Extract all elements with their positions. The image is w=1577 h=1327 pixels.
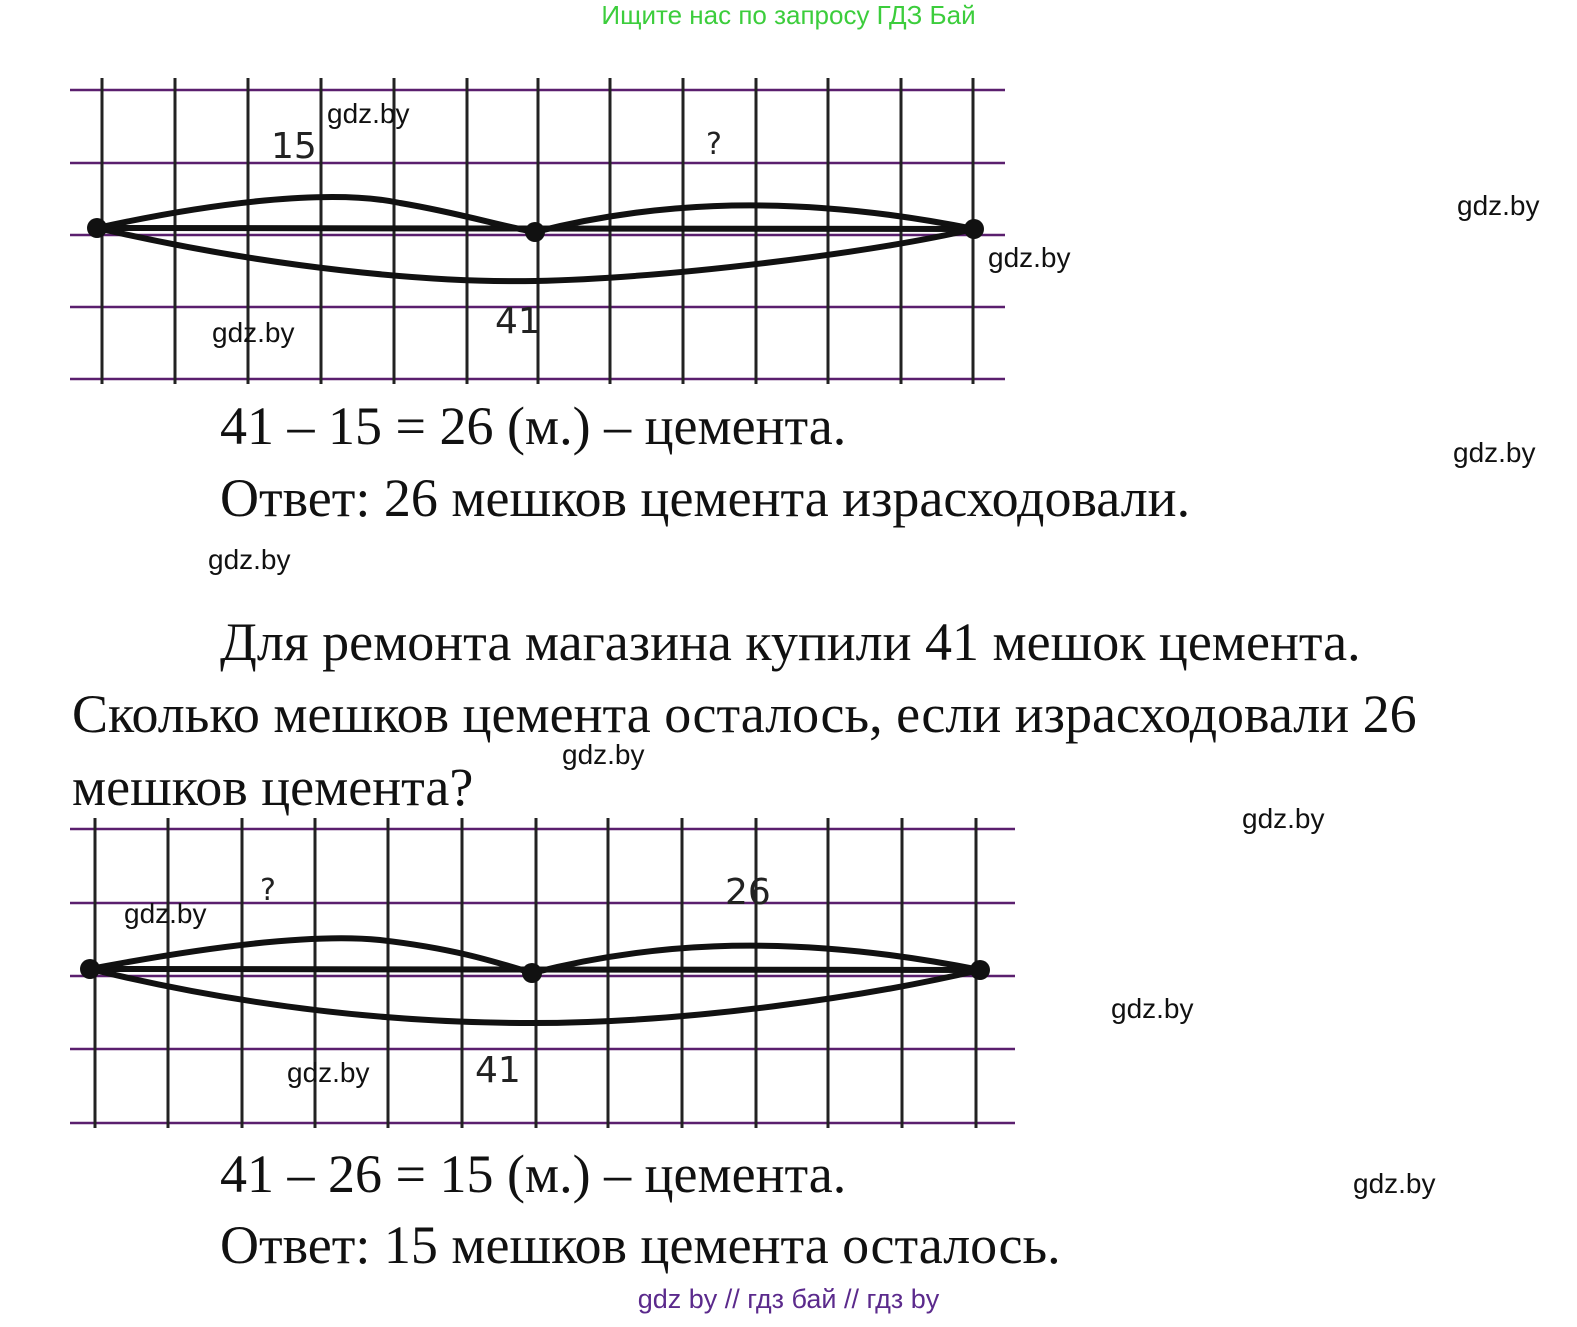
diagram1-label-bottom: 41: [495, 301, 541, 342]
watermark: gdz.by: [1242, 803, 1325, 834]
watermark: gdz.by: [327, 98, 410, 129]
grid-lines-2: [70, 829, 1015, 1123]
diagram2-label-bottom: 41: [475, 1050, 521, 1091]
point-start-2: [80, 959, 100, 979]
top-banner[interactable]: Ищите нас по запросу ГДЗ Бай: [601, 0, 976, 30]
watermark: gdz.by: [562, 739, 645, 770]
problem2-line3: мешков цемента?: [72, 757, 474, 817]
watermark: gdz.by: [988, 242, 1071, 273]
watermark: gdz.by: [287, 1057, 370, 1088]
solution2-equation: 41 – 26 = 15 (м.) – цемента.: [220, 1144, 847, 1204]
watermark: gdz.by: [1353, 1168, 1436, 1199]
diagram2-label-right: 26: [725, 872, 771, 913]
point-mid-1: [525, 222, 545, 242]
watermark: gdz.by: [124, 898, 207, 929]
watermark: gdz.by: [1457, 190, 1540, 221]
point-end-1: [964, 219, 984, 239]
watermark: gdz.by: [1111, 993, 1194, 1024]
point-start-1: [87, 218, 107, 238]
solution2-answer: Ответ: 15 мешков цемента осталось.: [220, 1215, 1061, 1275]
diagram2-label-left: ?: [260, 873, 276, 908]
diagram1-label-right: ?: [706, 127, 722, 162]
solution1-equation: 41 – 15 = 26 (м.) – цемента.: [220, 396, 847, 456]
watermark: gdz.by: [1453, 437, 1536, 468]
problem2-line1: Для ремонта магазина купили 41 мешок цемента.: [220, 612, 1361, 672]
watermark: gdz.by: [212, 317, 295, 348]
point-end-2: [970, 960, 990, 980]
diagram1-label-left: 15: [271, 126, 317, 167]
point-mid-2: [522, 963, 542, 983]
problem2-line2: Сколько мешков цемента осталось, если израсходовали 26: [72, 684, 1417, 744]
footer-links[interactable]: gdz by // гдз бай // гдз by: [637, 1284, 940, 1314]
segment-diagram-2: [70, 818, 1020, 1132]
watermark: gdz.by: [208, 544, 291, 575]
solution1-answer: Ответ: 26 мешков цемента израсходовали.: [220, 468, 1191, 528]
